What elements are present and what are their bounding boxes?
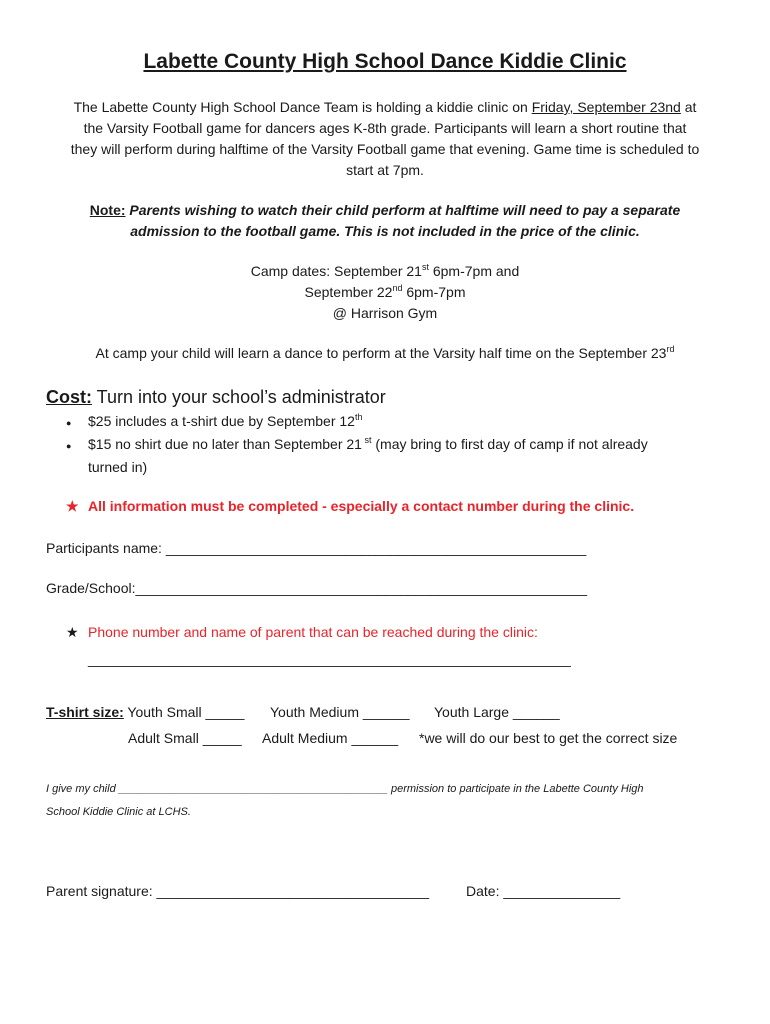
youth-large-field[interactable]: Youth Large ______ [434,704,560,720]
bullet-icon: ● [66,418,72,428]
clinic-date: Friday, September 23nd [531,99,681,115]
bullet-icon: ● [66,441,72,451]
date-field[interactable]: Date: _______________ [466,883,621,899]
parent-signature-field[interactable]: Parent signature: ___________________________________ [46,883,430,899]
warning-line: ★ All information must be completed - especially a contact number during the clinic. [66,496,634,517]
note-label: Note: [89,202,126,218]
page-title: Labette County High School Dance Kiddie Clinic [143,50,627,73]
grade-school-field[interactable]: Grade/School:__________________________________________________________ [46,580,588,596]
cost-list: ● $25 includes a t-shirt due by September 12th ● $15 no shirt due no later than September 21 $^{st}$ (may bring to first day of camp if not already turned in) [66,412,648,475]
adult-medium-field[interactable]: Adult Medium ______ [262,730,399,746]
learn-paragraph: At camp your child will learn a dance to perform at the Varsity half time on the September 23rd [95,344,675,361]
list-item: ● $15 no shirt due no later than September 21 $^{st}$ (may bring to first day of camp if not already [66,434,648,457]
star-icon: ★ [66,498,79,514]
phone-label: ★ Phone number and name of parent that can be reached during the clinic: [66,622,538,643]
cost-label: Cost: [46,387,92,407]
star-icon: ★ [66,624,79,640]
permission-line-2: School Kiddie Clinic at LCHS. [46,806,191,818]
intro-paragraph: The Labette County High School Dance Team is holding a kiddie clinic on Friday, September 23nd at the Varsity Football game for dancers ages K-8th grade. Participants will learn a short routine that they will perform during halftime of the Varsity Football game that evening. Game time is scheduled to start at 7pm. [70,99,700,178]
tshirt-label: T-shirt size: [46,704,124,720]
cost-heading: Cost: Turn into your school’s administrator [46,387,386,407]
permission-line[interactable]: I give my child ____________________________________________ permission to participate in the Labette County High [46,783,644,795]
note-paragraph: Note: Parents wishing to watch their child perform at halftime will need to pay a separate admission to the football game. This is not included in the price of the clinic. [89,202,681,239]
tshirt-row-youth [46,702,244,723]
list-item: ● $25 includes a t-shirt due by September 12th [66,411,648,434]
tshirt-note: *we will do our best to get the correct size [419,730,678,746]
youth-small-field[interactable]: Youth Small _____ [123,704,245,720]
camp-dates: Camp dates: September 21st 6pm-7pm and September 22nd 6pm-7pm @ Harrison Gym [250,262,520,321]
adult-small-field[interactable]: Adult Small _____ [128,730,242,746]
youth-medium-field[interactable]: Youth Medium ______ [270,704,410,720]
phone-field[interactable]: ______________________________________________________________ [88,651,571,667]
participants-name-field[interactable]: Participants name: ______________________________________________________ [46,540,587,556]
